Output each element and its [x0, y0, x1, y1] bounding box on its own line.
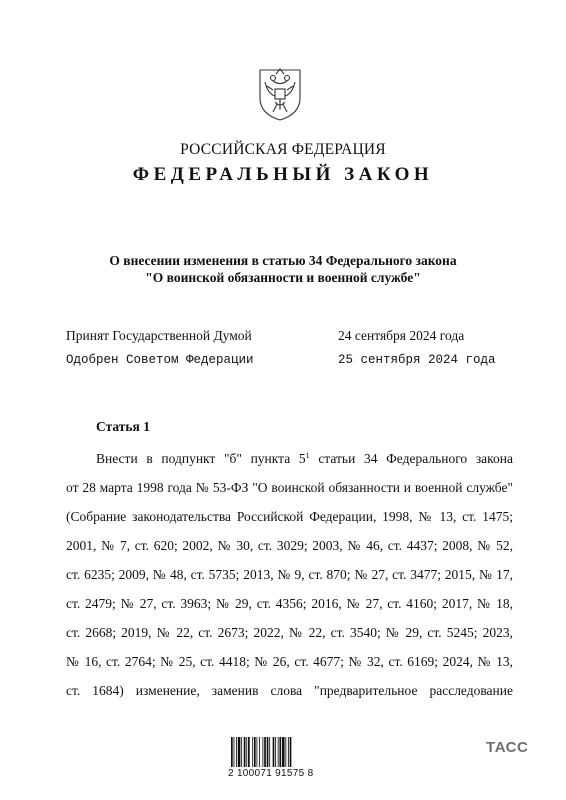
tass-watermark: ТАСС: [486, 739, 529, 756]
body-line: [96, 451, 513, 480]
footnote-superscript: 1: [305, 451, 310, 460]
body-line: ст. 6235; 2009, № 48, ст. 5735; 2013, № 9, ст. 870; № 27, ст. 3477; 2015, № 17,: [66, 567, 513, 582]
body-text-segment: Внести в подпункт "б" пункта 5: [96, 451, 306, 466]
law-title: ФЕДЕРАЛЬНЫЙ ЗАКОН: [132, 164, 434, 185]
law-subject-line: "О воинской обязанности и военной службе": [145, 270, 421, 285]
barcode-number: 2 100071 91575 8: [228, 768, 314, 779]
country-heading: РОССИЙСКАЯ ФЕДЕРАЦИЯ: [180, 141, 386, 158]
barcode-icon: [230, 737, 316, 767]
law-subject-line: О внесении изменения в статью 34 Федерального закона: [109, 253, 457, 268]
body-line: ст. 2668; 2019, № 22, ст. 2673; 2022, № 22, ст. 3540; № 29, ст. 5245; 2023,: [66, 625, 513, 640]
law-subject: [0, 252, 566, 286]
coat-of-arms-icon: [255, 60, 305, 122]
adopted-date: 24 сентября 2024 года: [338, 328, 465, 343]
body-line: 2001, № 7, ст. 620; 2002, № 30, ст. 3029; 2003, № 46, ст. 4437; 2008, № 52,: [66, 538, 513, 553]
approved-date: 25 сентября 2024 года: [338, 353, 496, 367]
article-heading: Статья 1: [96, 419, 150, 434]
body-line: от 28 марта 1998 года № 53-ФЗ "О воинской обязанности и военной службе": [66, 480, 513, 495]
body-line: (Собрание законодательства Российской Федерации, 1998, № 13, ст. 1475;: [66, 509, 513, 524]
body-line: ст. 2479; № 27, ст. 3963; № 29, ст. 4356; 2016, № 27, ст. 4160; 2017, № 18,: [66, 596, 513, 611]
adopted-label: Принят Государственной Думой: [66, 328, 252, 343]
body-line: ст. 1684) изменение, заменив слова "предварительное расследование: [66, 683, 513, 698]
body-text-segment: статьи 34 Федерального закона: [309, 451, 513, 466]
body-line: № 16, ст. 2764; № 25, ст. 4418; № 26, ст. 4677; № 32, ст. 6169; 2024, № 13,: [66, 654, 513, 669]
approved-label: Одобрен Советом Федерации: [66, 353, 254, 367]
